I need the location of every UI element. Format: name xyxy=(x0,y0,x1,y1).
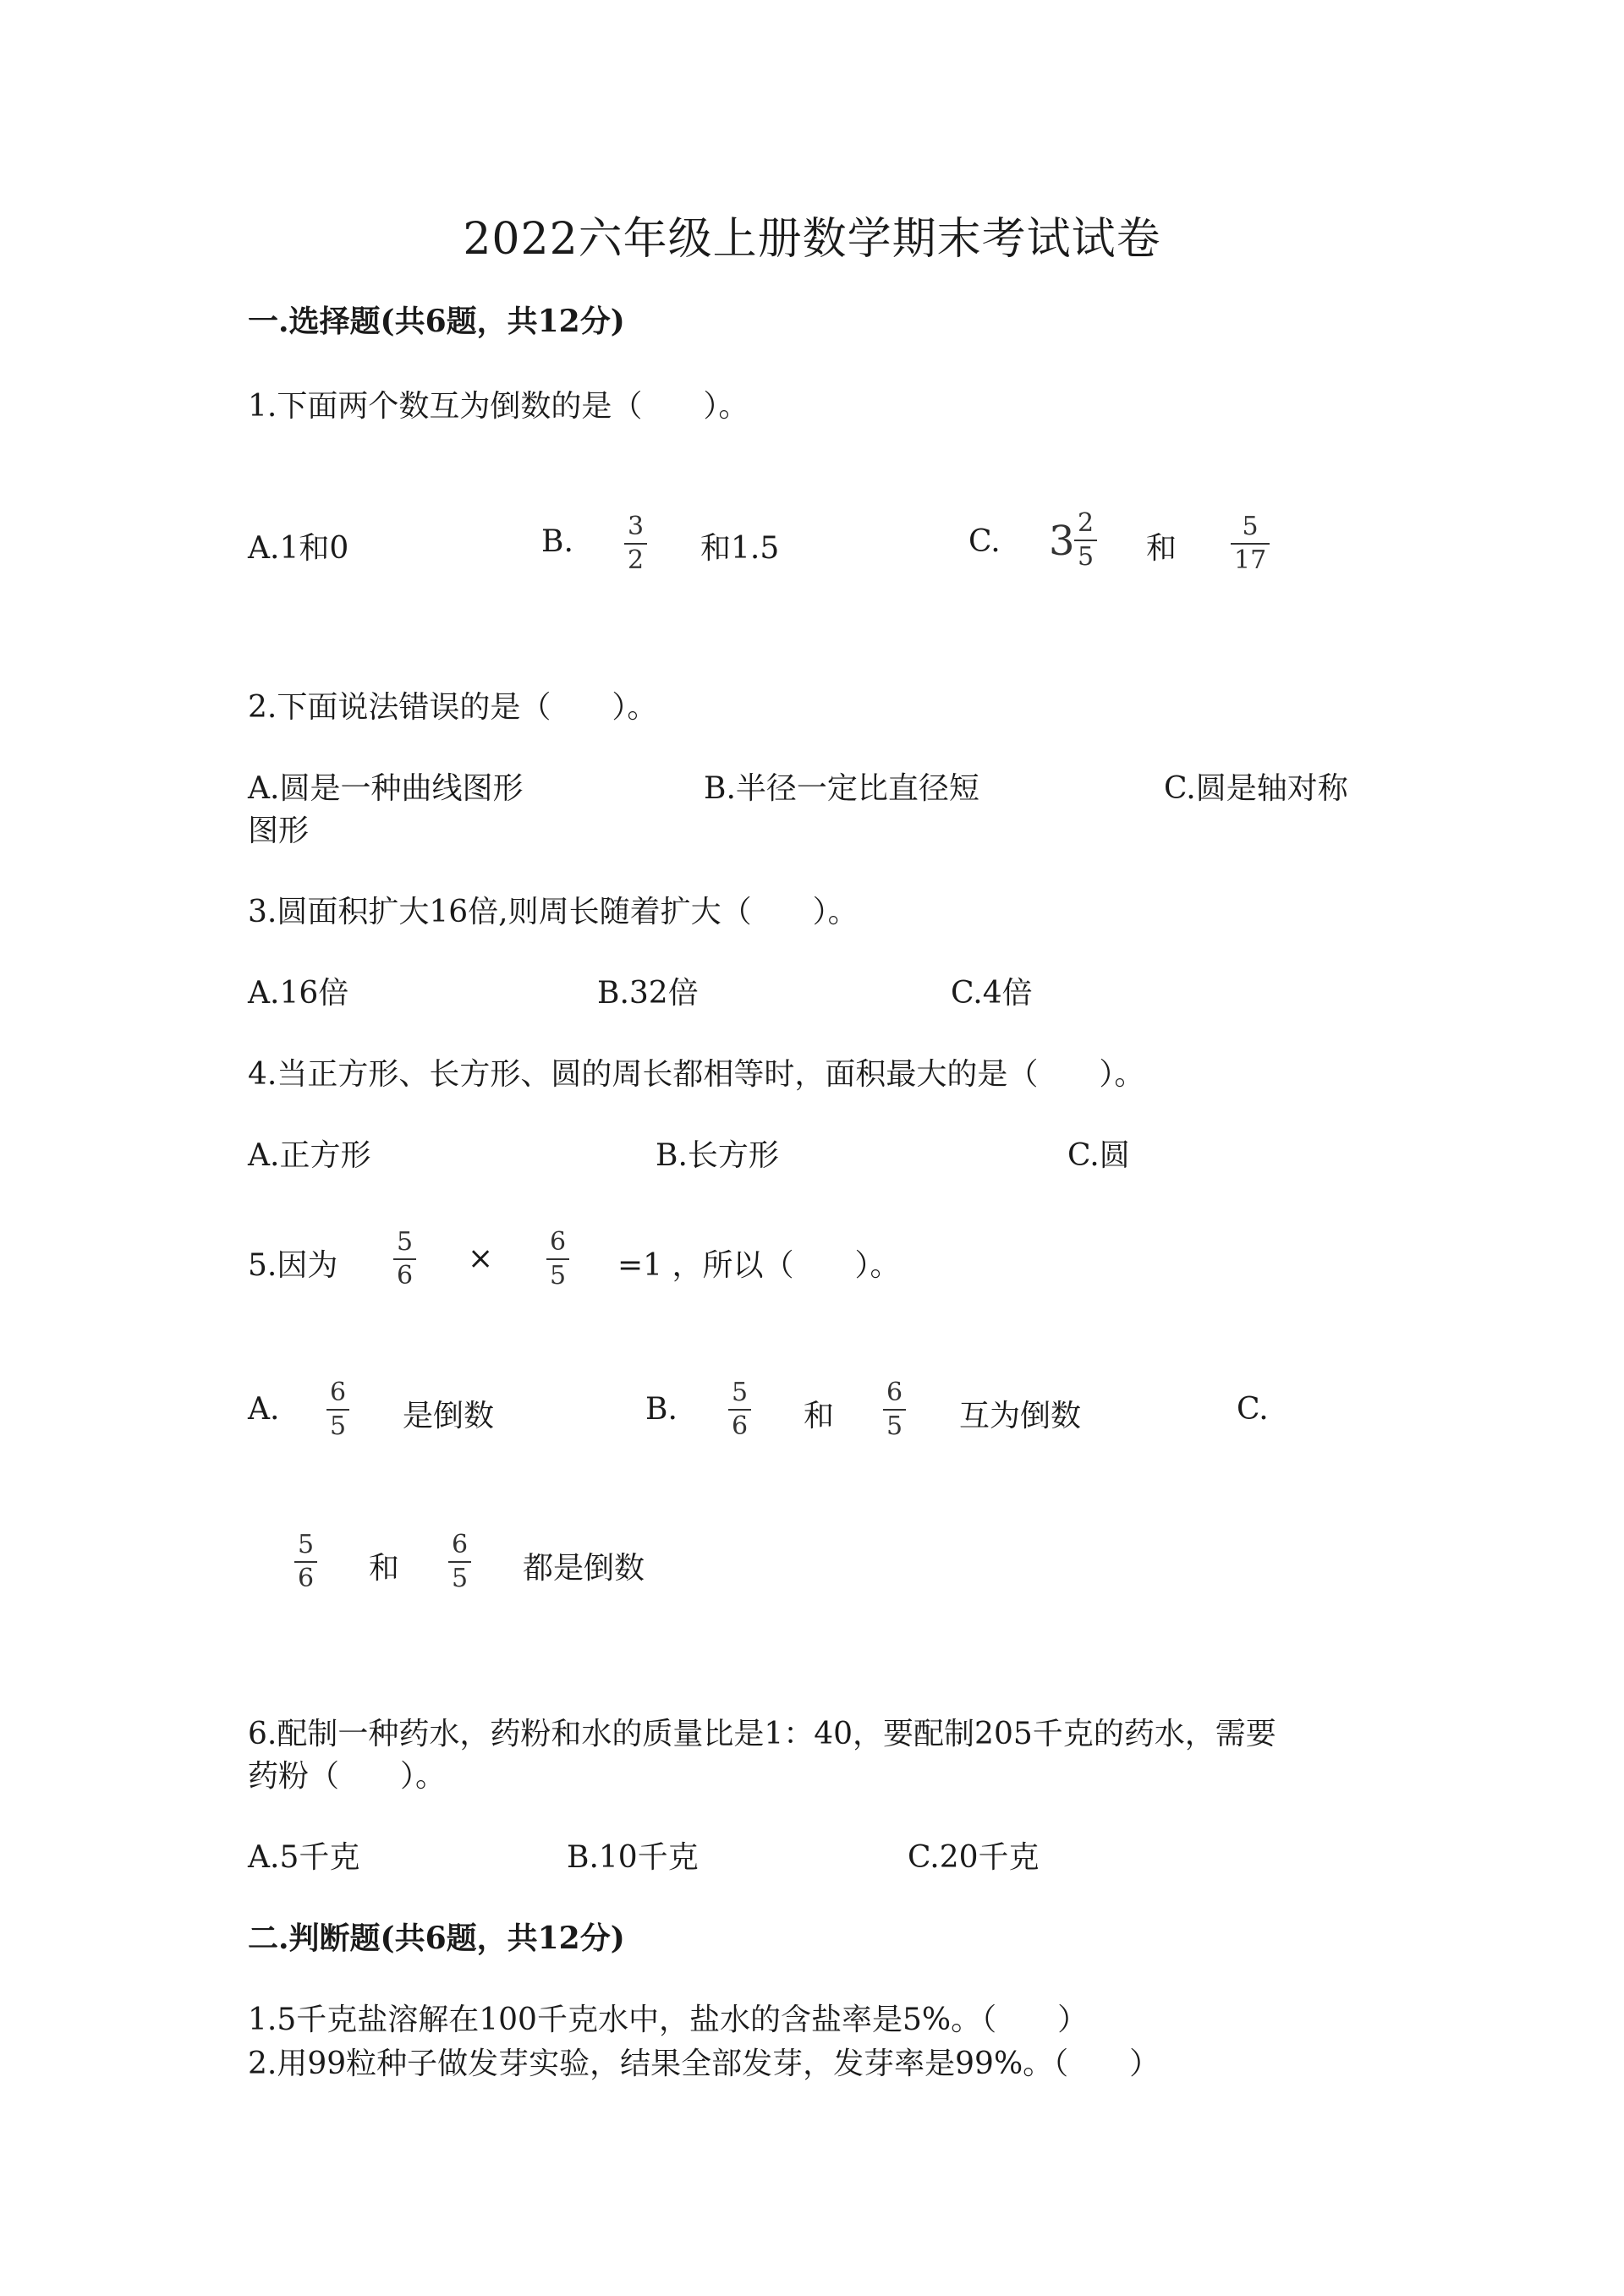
q1-option-c-fraction-2 xyxy=(1231,514,1270,573)
q1-option-c-and: 和 xyxy=(1146,531,1177,566)
fraction-numerator: 6 xyxy=(550,1227,567,1257)
q1-option-b-fraction xyxy=(624,514,647,573)
q2-option-a: A.圆是一种曲线图形 xyxy=(248,771,524,806)
question-4-stem: 4.当正方形、长方形、圆的周长都相等时，面积最大的是（ ）。 xyxy=(248,1057,1145,1092)
q5-fraction-2 xyxy=(546,1227,569,1290)
fraction-numerator: 6 xyxy=(886,1378,903,1407)
fraction-denominator: 6 xyxy=(397,1261,414,1290)
section-choice-heading: 一.选择题(共6题，共12分) xyxy=(248,304,625,339)
fraction-numerator: 5 xyxy=(1242,512,1259,541)
q5-option-c-fraction-1 xyxy=(294,1532,317,1592)
q5-option-a-text: 是倒数 xyxy=(403,1399,495,1433)
q1-option-c-label: C. xyxy=(968,524,1001,559)
q3-option-a: A.16倍 xyxy=(248,976,349,1011)
question-1-stem: 1.下面两个数互为倒数的是（ ）。 xyxy=(248,389,749,424)
question-6-stem-line2: 药粉（ ）。 xyxy=(248,1759,447,1794)
fraction-denominator: 5 xyxy=(1078,542,1095,572)
q5-option-c-text: 都是倒数 xyxy=(523,1551,645,1586)
fraction-denominator: 17 xyxy=(1234,545,1267,575)
q6-option-c: C.20千克 xyxy=(908,1840,1040,1875)
q2-option-b: B.半径一定比直径短 xyxy=(704,771,979,806)
q5-option-b-fraction-1 xyxy=(728,1380,751,1439)
q5-option-b-label: B. xyxy=(645,1392,678,1427)
q2-option-c: C.圆是轴对称 xyxy=(1164,771,1348,806)
fraction-denominator: 5 xyxy=(330,1411,347,1441)
q5-option-a-fraction xyxy=(326,1380,349,1439)
fraction-numerator: 2 xyxy=(1078,508,1095,538)
q3-option-c: C.4倍 xyxy=(951,976,1033,1011)
q3-option-b: B.32倍 xyxy=(597,976,699,1011)
fraction-denominator: 6 xyxy=(298,1564,315,1593)
fraction-numerator: 5 xyxy=(298,1530,315,1559)
q6-option-b: B.10千克 xyxy=(567,1840,699,1875)
fraction-denominator: 5 xyxy=(550,1261,567,1290)
q1-option-c-whole: 3 xyxy=(1049,518,1075,565)
q4-option-a: A.正方形 xyxy=(248,1138,371,1173)
fraction-denominator: 2 xyxy=(628,545,645,575)
fraction-numerator: 6 xyxy=(452,1530,469,1559)
q1-option-c-fraction xyxy=(1074,508,1097,572)
judge-item-2: 2.用99粒种子做发芽实验，结果全部发芽，发芽率是99%。（ ） xyxy=(248,2047,1160,2081)
fraction-denominator: 6 xyxy=(732,1411,749,1441)
question-3-stem: 3.圆面积扩大16倍,则周长随着扩大（ ）。 xyxy=(248,895,859,929)
q5-option-b-and: 和 xyxy=(804,1399,835,1433)
q1-option-b-label: B. xyxy=(541,524,573,559)
section-judge-heading: 二.判断题(共6题，共12分) xyxy=(248,1921,625,1956)
question-5-suffix: =1 ，所以（ ）。 xyxy=(617,1248,901,1283)
multiply-sign: × xyxy=(468,1241,494,1276)
q5-option-b-fraction-2 xyxy=(883,1380,906,1439)
exam-title: 2022六年级上册数学期末考试试卷 xyxy=(463,214,1161,265)
q5-fraction-1 xyxy=(393,1227,416,1290)
q5-option-c-label: C. xyxy=(1237,1392,1269,1427)
q1-option-a: A.1和0 xyxy=(248,531,349,566)
q2-option-c-continued: 图形 xyxy=(248,814,310,848)
question-6-stem-line1: 6.配制一种药水，药粉和水的质量比是1：40，要配制205千克的药水，需要 xyxy=(248,1717,1276,1751)
fraction-numerator: 3 xyxy=(628,512,645,541)
q5-option-a-label: A. xyxy=(248,1392,280,1427)
q4-option-b: B.长方形 xyxy=(656,1138,779,1173)
q1-option-b-text: 和1.5 xyxy=(700,531,780,566)
fraction-denominator: 5 xyxy=(886,1411,903,1441)
q4-option-c: C.圆 xyxy=(1067,1138,1130,1173)
q5-option-b-text: 互为倒数 xyxy=(959,1399,1082,1433)
fraction-numerator: 5 xyxy=(397,1227,414,1257)
fraction-numerator: 6 xyxy=(330,1378,347,1407)
question-2-stem: 2.下面说法错误的是（ ）。 xyxy=(248,690,658,725)
fraction-numerator: 5 xyxy=(732,1378,749,1407)
judge-item-1: 1.5千克盐溶解在100千克水中，盐水的含盐率是5%。（ ） xyxy=(248,2003,1089,2037)
q5-option-c-and: 和 xyxy=(369,1551,400,1586)
fraction-denominator: 5 xyxy=(452,1564,469,1593)
q6-option-a: A.5千克 xyxy=(248,1840,360,1875)
question-5-prefix: 5.因为 xyxy=(248,1248,338,1283)
q5-option-c-fraction-2 xyxy=(448,1532,471,1592)
